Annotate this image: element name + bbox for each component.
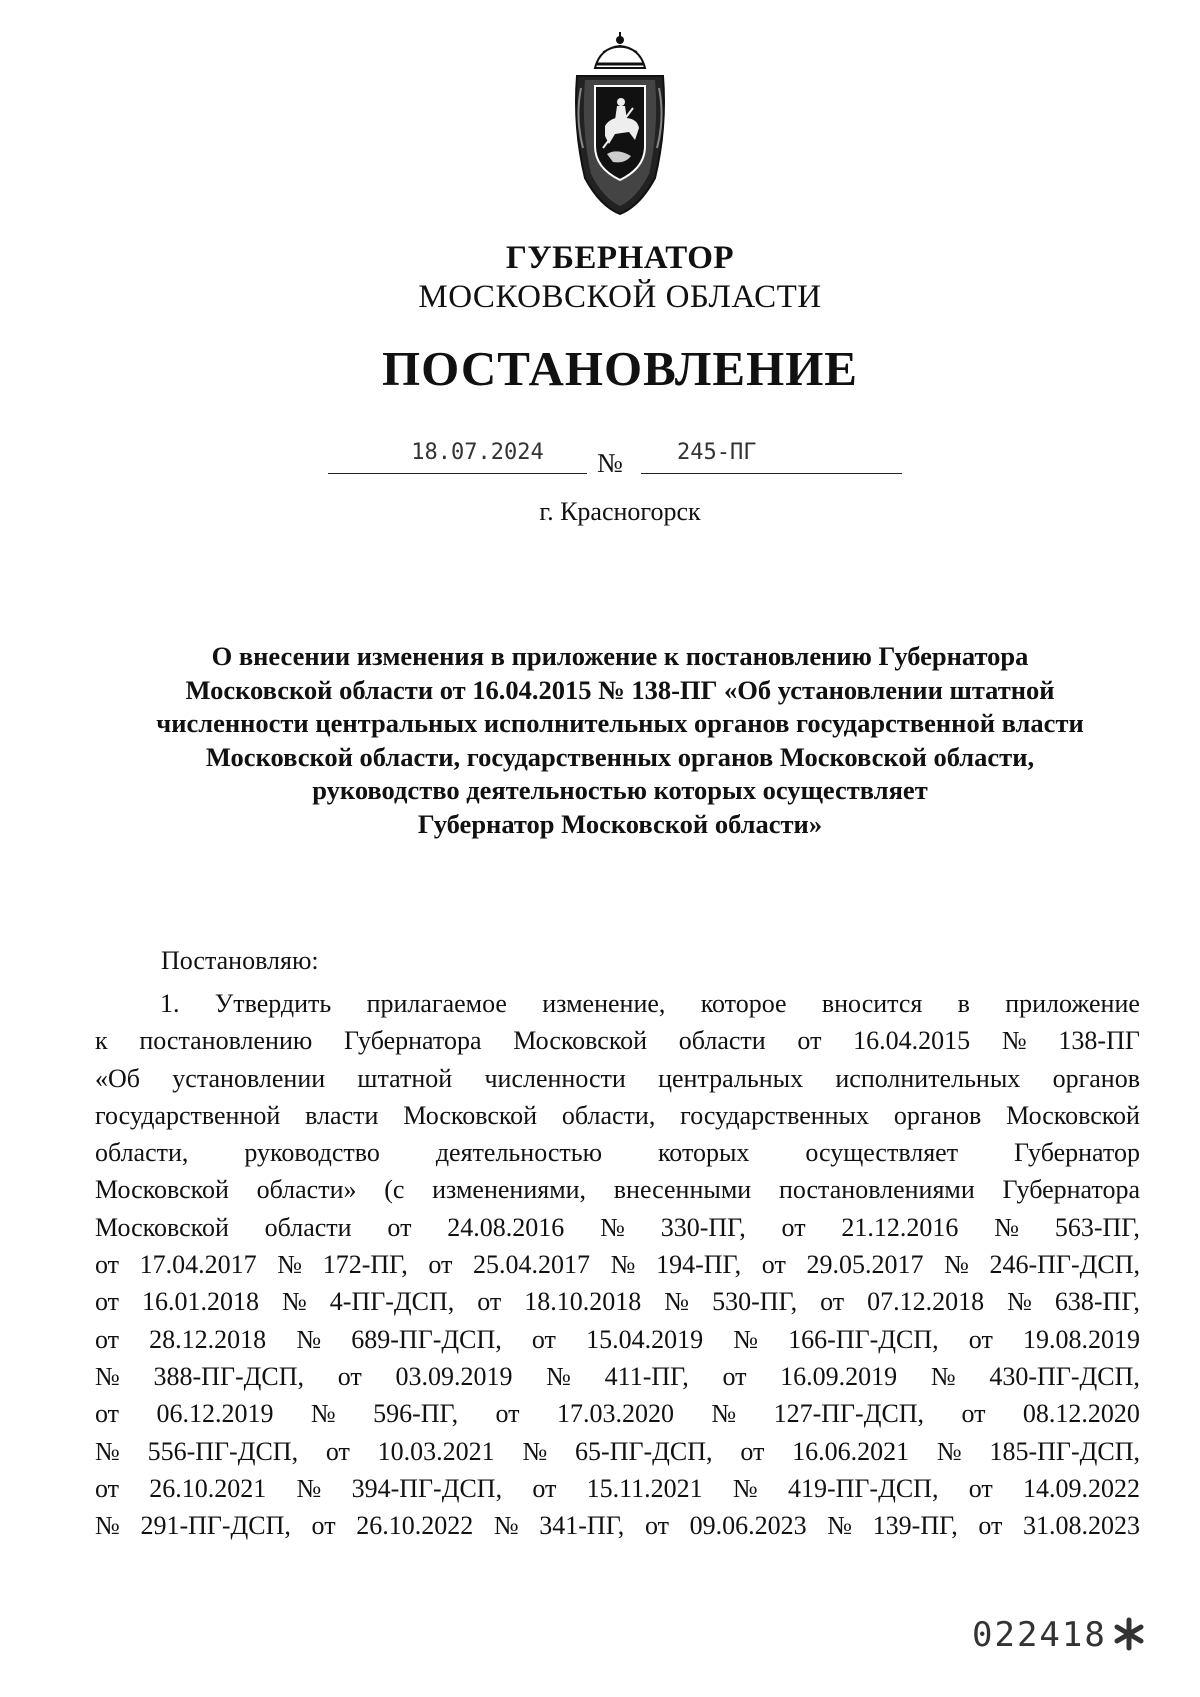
paragraph-line: от 26.10.2021 № 394-ПГ-ДСП, от 15.11.2021 № 419-ПГ-ДСП, от 14.09.2022 bbox=[95, 1473, 1140, 1503]
title-line: Московской области, государственных органов Московской области, bbox=[205, 741, 1035, 772]
preamble: Постановляю: bbox=[161, 946, 319, 975]
title-line: численности центральных исполнительных органов государственной власти bbox=[156, 708, 1084, 738]
number-sign: № bbox=[597, 448, 623, 478]
serial-number: 022418 bbox=[972, 1615, 1107, 1655]
paragraph-line: № 556-ПГ-ДСП, от 10.03.2021 № 65-ПГ-ДСП, от 16.06.2021 № 185-ПГ-ДСП, bbox=[95, 1436, 1140, 1466]
paragraph-line: Московской области» (с изменениями, внесенными постановлениями Губернатора bbox=[95, 1175, 1140, 1205]
asterisk-mark-icon bbox=[1112, 1617, 1146, 1651]
paragraph-line: от 06.12.2019 № 596-ПГ, от 17.03.2020 № 127-ПГ-ДСП, от 08.12.2020 bbox=[95, 1399, 1140, 1429]
paragraph-line: области, руководство деятельностью которых осуществляет Губернатор bbox=[95, 1138, 1140, 1168]
paragraph-line: 1. Утвердить прилагаемое изменение, которое вносится в приложение bbox=[160, 989, 1140, 1018]
authority-title: ГУБЕРНАТОР bbox=[505, 240, 735, 276]
title-line: руководство деятельностью которых осуществляет bbox=[312, 775, 928, 805]
moscow-oblast-coat-of-arms-icon bbox=[555, 28, 685, 218]
paragraph-line: «Об установлении штатной численности центральных исполнительных органов bbox=[95, 1063, 1140, 1093]
document-type-heading: ПОСТАНОВЛЕНИЕ bbox=[382, 341, 858, 396]
paragraph-line: от 16.01.2018 № 4-ПГ-ДСП, от 18.10.2018 № 530-ПГ, от 07.12.2018 № 638-ПГ, bbox=[95, 1287, 1140, 1317]
issue-city: г. Красногорск bbox=[539, 497, 701, 526]
title-line: Московской области от 16.04.2015 № 138-ПГ «Об установлении штатной bbox=[185, 674, 1055, 705]
paragraph-line: к постановлению Губернатора Московской области от 16.04.2015 № 138-ПГ bbox=[95, 1026, 1140, 1056]
document-date: 18.07.2024 bbox=[328, 436, 587, 474]
paragraph-line: государственной власти Московской области, государственных органов Московской bbox=[95, 1100, 1140, 1130]
title-line: О внесении изменения в приложение к постановлению Губернатора bbox=[211, 641, 1029, 671]
paragraph-line: № 291-ПГ-ДСП, от 26.10.2022 № 341-ПГ, от 09.06.2023 № 139-ПГ, от 31.08.2023 bbox=[95, 1511, 1140, 1541]
paragraph-line: № 388-ПГ-ДСП, от 03.09.2019 № 411-ПГ, от 16.09.2019 № 430-ПГ-ДСП, bbox=[95, 1361, 1140, 1391]
document-number: 245-ПГ bbox=[641, 436, 902, 474]
paragraph-line: от 17.04.2017 № 172-ПГ, от 25.04.2017 № 194-ПГ, от 29.05.2017 № 246-ПГ-ДСП, bbox=[95, 1250, 1140, 1280]
authority-region: МОСКОВСКОЙ ОБЛАСТИ bbox=[418, 279, 822, 315]
title-line: Губернатор Московской области» bbox=[417, 808, 823, 839]
paragraph-line: от 28.12.2018 № 689-ПГ-ДСП, от 15.04.2019 № 166-ПГ-ДСП, от 19.08.2019 bbox=[95, 1324, 1140, 1354]
paragraph-line: Московской области от 24.08.2016 № 330-ПГ, от 21.12.2016 № 563-ПГ, bbox=[95, 1212, 1140, 1242]
paragraph-1 bbox=[95, 985, 1140, 1544]
document-title bbox=[110, 640, 1130, 841]
